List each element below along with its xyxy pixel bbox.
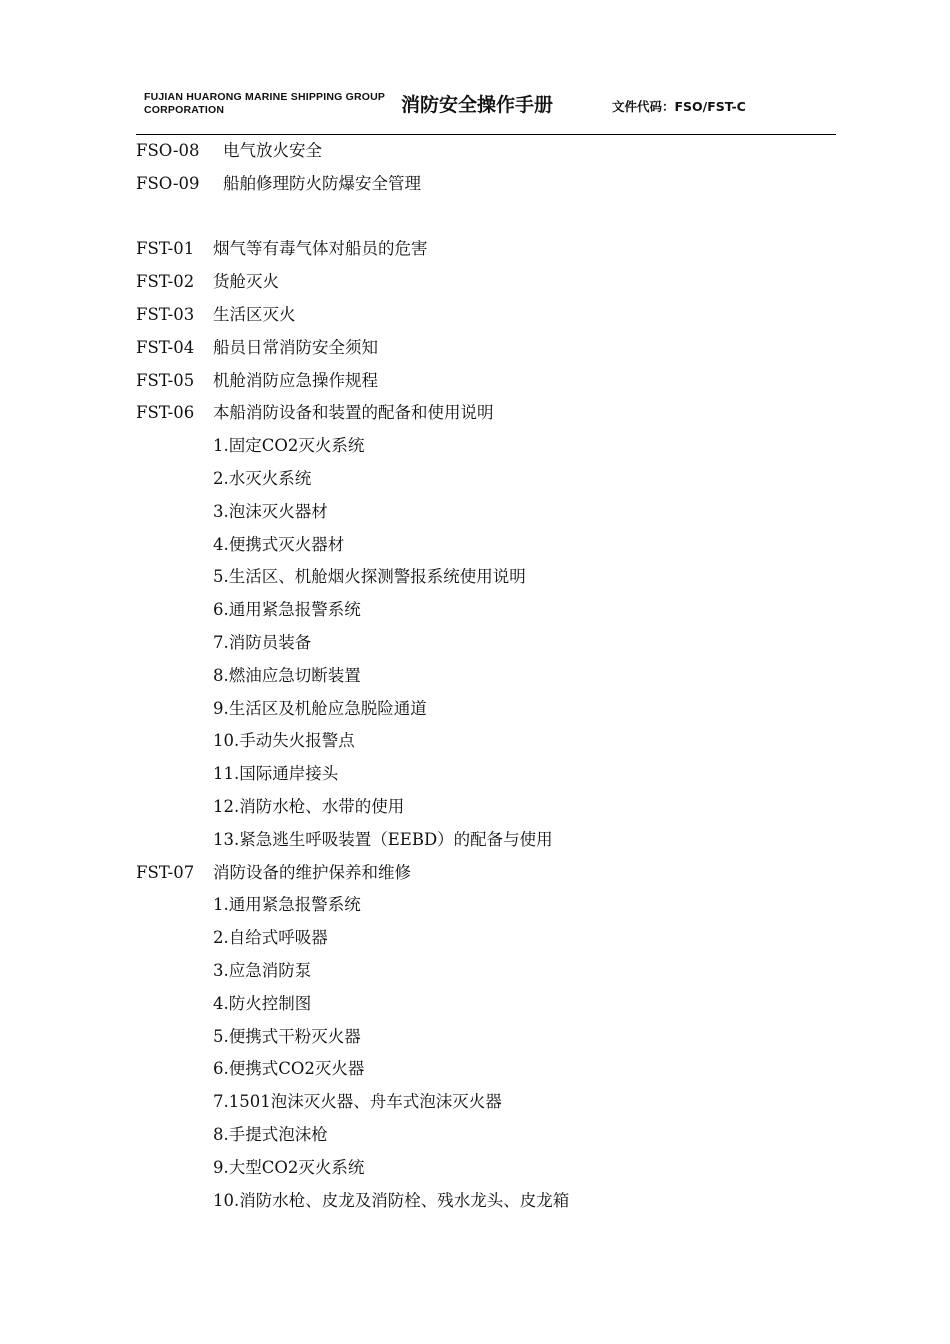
toc-entry-fst-07 bbox=[136, 857, 836, 890]
subitem-title: 3.应急消防泵 bbox=[213, 960, 312, 980]
entry-code: FST-02 bbox=[136, 272, 195, 292]
toc-entry-fst-01 bbox=[136, 233, 836, 266]
toc-subitem bbox=[136, 758, 836, 791]
entry-title: 本船消防设备和装置的配备和使用说明 bbox=[213, 403, 494, 423]
entry-title: 电气放火安全 bbox=[223, 141, 322, 160]
toc-subitem bbox=[136, 529, 836, 562]
toc-entry-fst-05 bbox=[136, 365, 836, 398]
subitem-title: 6.便携式CO2灭火器 bbox=[213, 1059, 365, 1079]
toc-subitem bbox=[136, 1086, 836, 1119]
subitem-title: 13.紧急逃生呼吸装置（EEBD）的配备与使用 bbox=[213, 829, 553, 849]
toc-subitem bbox=[136, 561, 836, 594]
toc-entry-fst-06 bbox=[136, 397, 836, 430]
toc-subitem bbox=[136, 725, 836, 758]
toc-subitem bbox=[136, 1021, 836, 1054]
subitem-title: 2.自给式呼吸器 bbox=[213, 928, 328, 948]
toc-entry-fst-04 bbox=[136, 332, 836, 365]
toc-subitem bbox=[136, 660, 836, 693]
subitem-title: 2.水灭火系统 bbox=[213, 468, 312, 488]
toc-subitem bbox=[136, 791, 836, 824]
toc-subitem bbox=[136, 693, 836, 726]
subitem-title: 1.通用紧急报警系统 bbox=[213, 895, 361, 915]
subitem-title: 9.生活区及机舱应急脱险通道 bbox=[213, 698, 427, 718]
subitem-title: 8.燃油应急切断装置 bbox=[213, 665, 361, 685]
entry-code: FSO-09 bbox=[136, 173, 200, 193]
subitem-title: 5.生活区、机舱烟火探测警报系统使用说明 bbox=[213, 567, 526, 587]
toc-entry-fst-02 bbox=[136, 266, 836, 299]
toc-subitem bbox=[136, 955, 836, 988]
toc-subitem bbox=[136, 496, 836, 529]
entry-title: 机舱消防应急操作规程 bbox=[213, 370, 378, 390]
toc-subitem bbox=[136, 1152, 836, 1185]
subitem-title: 4.便携式灭火器材 bbox=[213, 534, 345, 554]
subitem-title: 7.1501泡沫灭火器、舟车式泡沫灭火器 bbox=[213, 1092, 502, 1112]
entry-code: FSO-08 bbox=[136, 141, 200, 160]
subitem-title: 6.通用紧急报警系统 bbox=[213, 600, 361, 620]
manual-title: 消防安全操作手册 bbox=[401, 94, 554, 116]
toc-entry-fst-03 bbox=[136, 299, 836, 332]
entry-code: FST-04 bbox=[136, 337, 195, 357]
entry-code: FST-03 bbox=[136, 304, 195, 324]
toc-entry-fso-09 bbox=[136, 168, 836, 201]
toc-subitem bbox=[136, 1119, 836, 1152]
toc-subitem bbox=[136, 594, 836, 627]
subitem-title: 12.消防水枪、水带的使用 bbox=[213, 796, 405, 816]
subitem-title: 8.手提式泡沫枪 bbox=[213, 1124, 328, 1144]
entry-code: FST-07 bbox=[136, 862, 195, 882]
subitem-title: 9.大型CO2灭火系统 bbox=[213, 1157, 365, 1177]
entry-title: 生活区灭火 bbox=[213, 304, 296, 324]
company-name bbox=[144, 91, 394, 117]
toc-subitem bbox=[136, 627, 836, 660]
entry-code: FST-06 bbox=[136, 403, 195, 423]
toc-entry-fso-08 bbox=[136, 135, 836, 168]
toc-subitem bbox=[136, 1185, 836, 1218]
toc-subitem bbox=[136, 463, 836, 496]
table-of-contents bbox=[136, 135, 836, 1217]
entry-title: 船员日常消防安全须知 bbox=[213, 337, 378, 357]
toc-subitem bbox=[136, 824, 836, 857]
page-header bbox=[136, 80, 836, 135]
entry-title: 烟气等有毒气体对船员的危害 bbox=[213, 239, 428, 259]
company-name-line2: CORPORATION bbox=[144, 104, 225, 116]
subitem-title: 3.泡沫灭火器材 bbox=[213, 501, 328, 521]
subitem-title: 1.固定CO2灭火系统 bbox=[213, 436, 365, 456]
entry-code: FST-01 bbox=[136, 239, 195, 259]
toc-subitem bbox=[136, 889, 836, 922]
subitem-title: 10.消防水枪、皮龙及消防栓、残水龙头、皮龙箱 bbox=[213, 1190, 570, 1210]
subitem-title: 5.便携式干粉灭火器 bbox=[213, 1026, 361, 1046]
toc-subitem bbox=[136, 922, 836, 955]
entry-title: 船舶修理防火防爆安全管理 bbox=[223, 173, 421, 193]
section-spacer bbox=[136, 201, 836, 234]
toc-subitem bbox=[136, 988, 836, 1021]
subitem-title: 7.消防员装备 bbox=[213, 632, 312, 652]
entry-code: FST-05 bbox=[136, 370, 195, 390]
subitem-title: 10.手动失火报警点 bbox=[213, 731, 355, 751]
entry-title: 货舱灭火 bbox=[213, 272, 279, 292]
subitem-title: 4.防火控制图 bbox=[213, 993, 312, 1013]
toc-subitem bbox=[136, 430, 836, 463]
subitem-title: 11.国际通岸接头 bbox=[213, 764, 339, 784]
toc-subitem bbox=[136, 1053, 836, 1086]
document-code: 文件代码：FSO/FST-C bbox=[612, 99, 746, 114]
company-name-line1: FUJIAN HUARONG MARINE SHIPPING GROUP bbox=[144, 91, 386, 103]
entry-title: 消防设备的维护保养和维修 bbox=[213, 862, 411, 882]
